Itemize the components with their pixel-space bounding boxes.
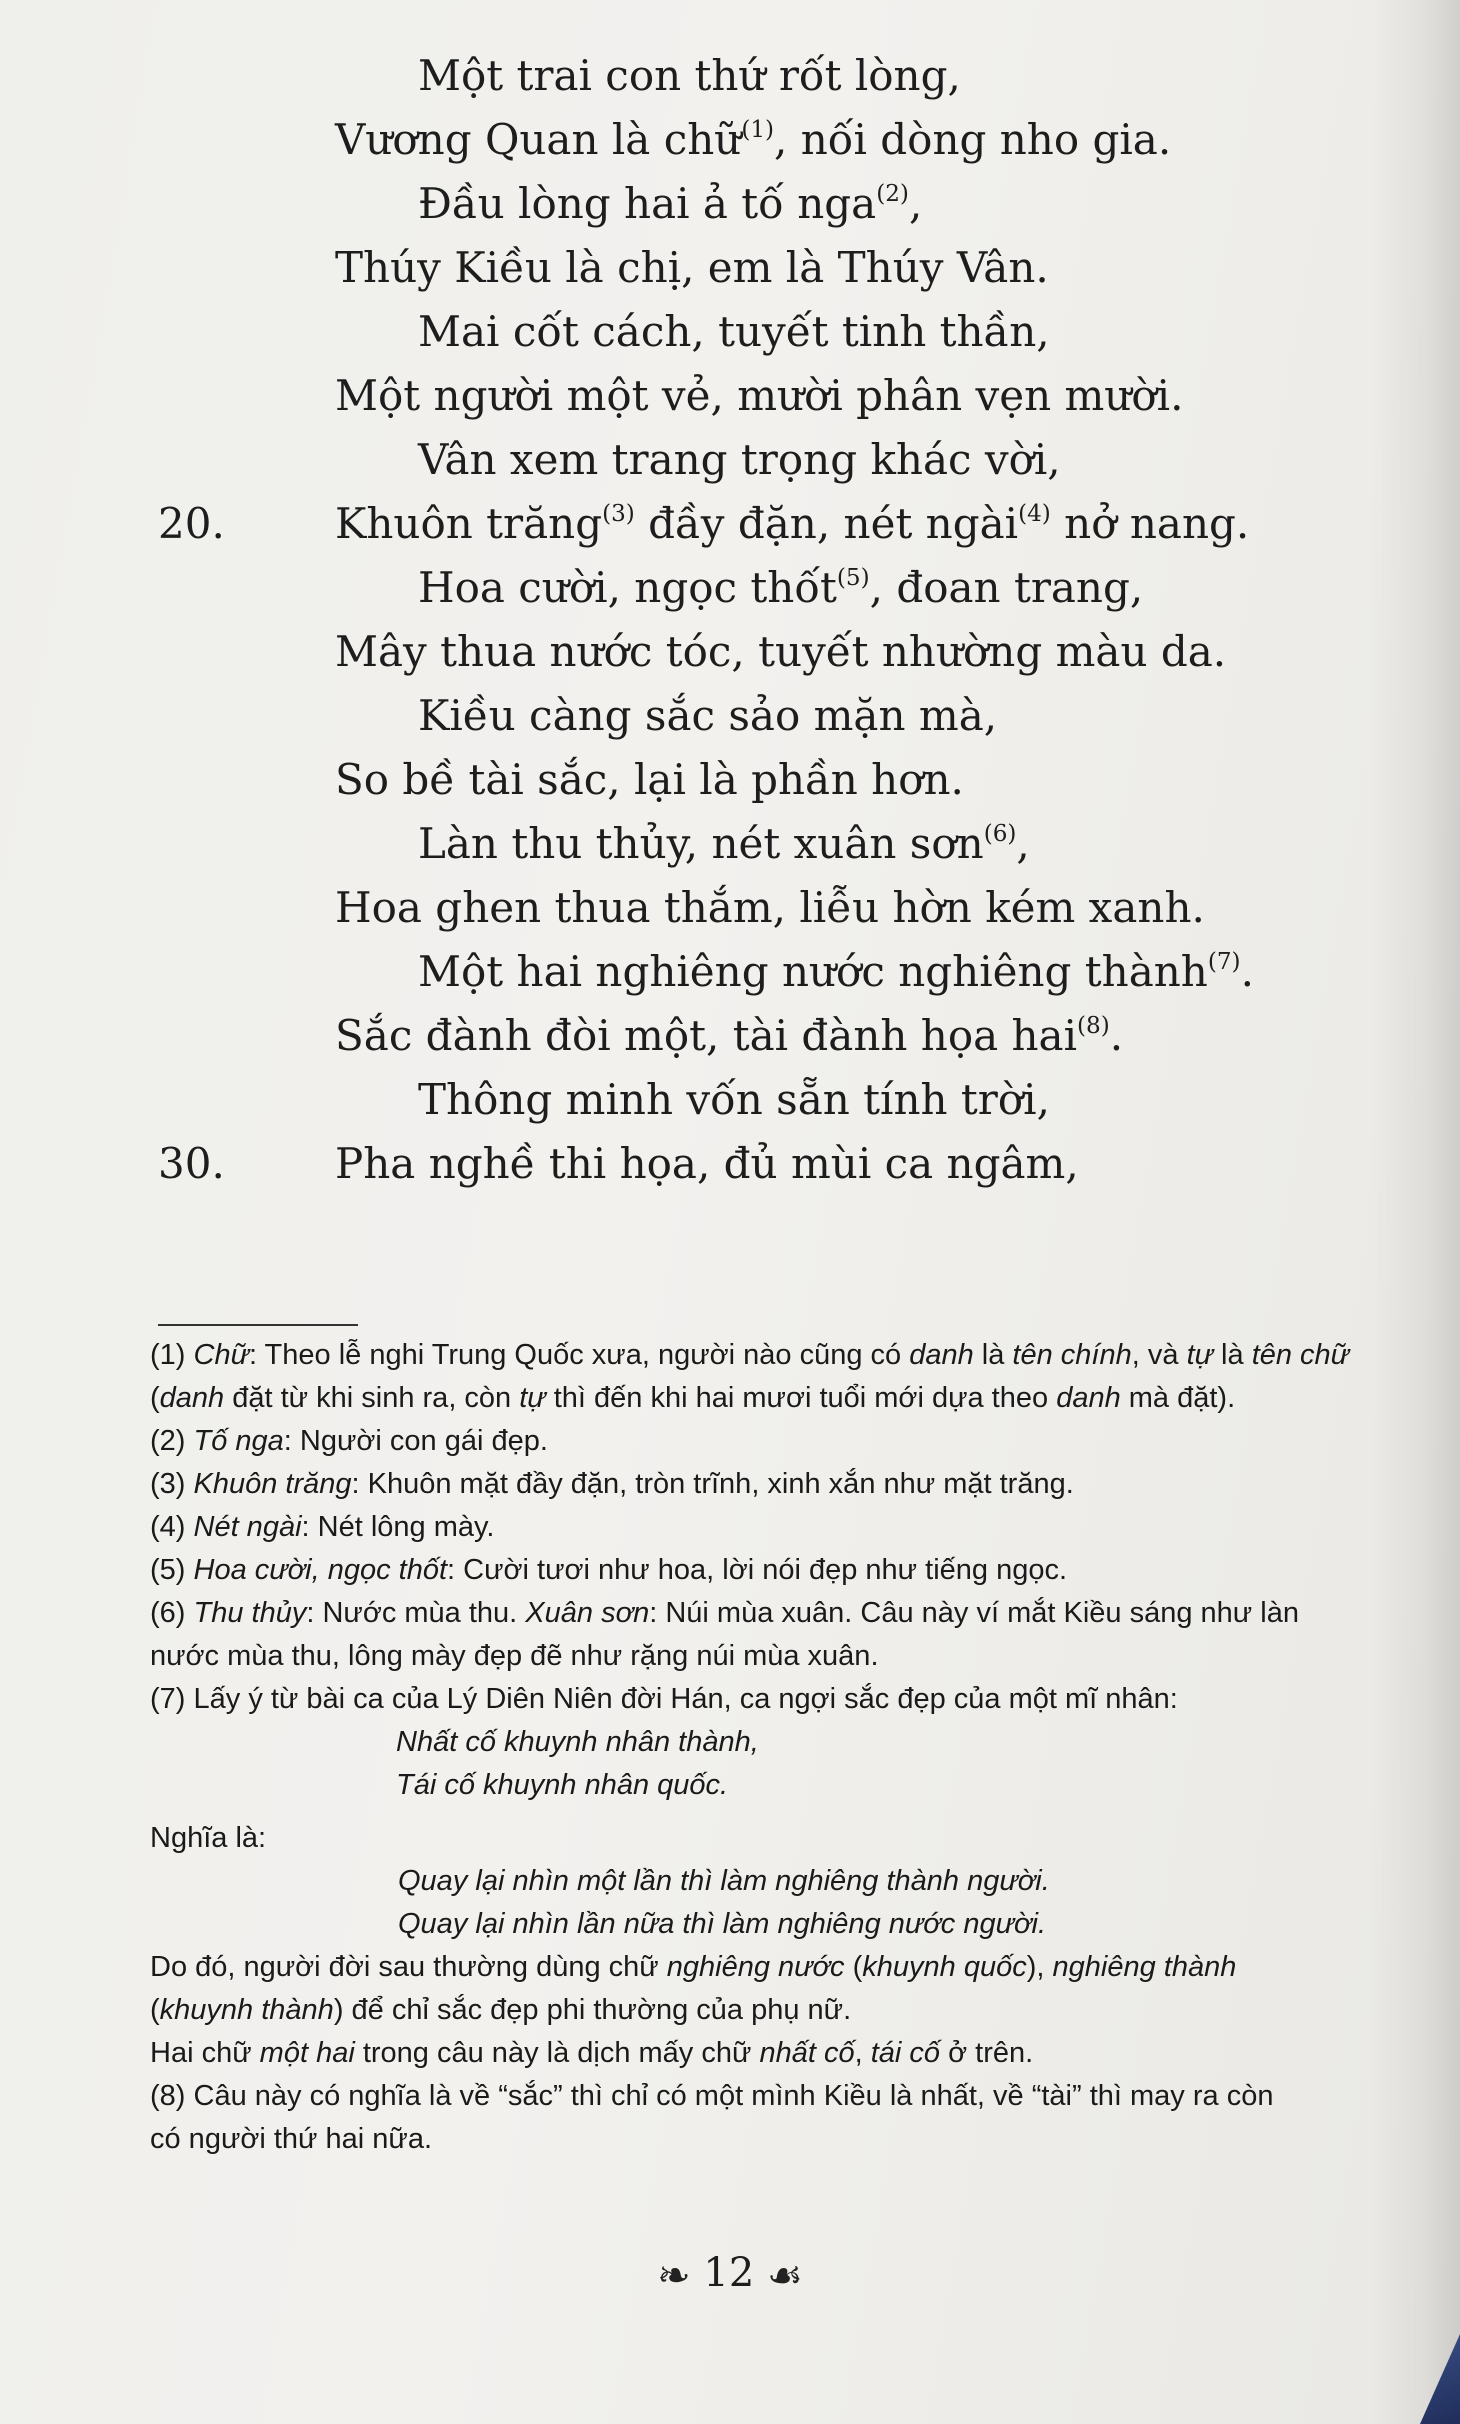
verse-text: Làn thu thủy, nét xuân sơn$^{(6)}$, bbox=[418, 819, 1030, 868]
verse-text: Đầu lòng hai ả tố nga$^{(2)}$, bbox=[418, 179, 923, 228]
verse-text: Hoa cười, ngọc thốt$^{(5)}$, đoan trang, bbox=[418, 563, 1144, 612]
footnote-separator bbox=[158, 1324, 358, 1326]
line-number: 30. bbox=[158, 1139, 225, 1188]
verse-text: Thúy Kiều là chị, em là Thúy Vân. bbox=[335, 243, 1049, 292]
footnote-line: Nghĩa là: bbox=[150, 1822, 267, 1854]
verse-text: Một hai nghiêng nước nghiêng thành$^{(7)}$. bbox=[418, 947, 1254, 996]
verse-text: Kiều càng sắc sảo mặn mà, bbox=[418, 691, 998, 740]
verse-text: So bề tài sắc, lại là phần hơn. bbox=[335, 755, 964, 804]
footnote-line: (danh đặt từ khi sinh ra, còn tự thì đến khi hai mươi tuổi mới dựa theo danh mà đặt). bbox=[150, 1382, 1236, 1414]
footnote-line: Hai chữ một hai trong câu này là dịch mấy chữ nhất cố, tái cố ở trên. bbox=[150, 2037, 1034, 2069]
verse-text: Pha nghề thi họa, đủ mùi ca ngâm, bbox=[335, 1139, 1079, 1188]
footnote-line: Tái cố khuynh nhân quốc. bbox=[396, 1769, 729, 1801]
verse-text: Một người một vẻ, mười phân vẹn mười. bbox=[335, 371, 1184, 420]
page-footer bbox=[0, 2250, 1460, 2299]
footnote-line: Nhất cố khuynh nhân thành, bbox=[396, 1726, 759, 1758]
line-number: 20. bbox=[158, 499, 225, 548]
footnote-line: (6) Thu thủy: Nước mùa thu. Xuân sơn: Núi mùa xuân. Câu này ví mắt Kiều sáng như làn bbox=[150, 1597, 1299, 1629]
footnote-line: (3) Khuôn trăng: Khuôn mặt đầy đặn, tròn trĩnh, xinh xắn như mặt trăng. bbox=[150, 1468, 1074, 1500]
right-ornament-icon: ☙ bbox=[767, 2253, 803, 2299]
verse-text: Hoa ghen thua thắm, liễu hờn kém xanh. bbox=[335, 883, 1205, 932]
verse-text: Thông minh vốn sẵn tính trời, bbox=[418, 1075, 1050, 1124]
verse-text: Một trai con thứ rốt lòng, bbox=[418, 51, 961, 100]
left-ornament-icon: ❧ bbox=[657, 2253, 691, 2299]
footnote-line: Quay lại nhìn lần nữa thì làm nghiêng nước người. bbox=[398, 1908, 1047, 1940]
page-number: 12 bbox=[703, 2250, 755, 2296]
verse-text: Mây thua nước tóc, tuyết nhường màu da. bbox=[335, 627, 1227, 676]
footnote-line: (4) Nét ngài: Nét lông mày. bbox=[150, 1511, 495, 1543]
footnote-line: (khuynh thành) để chỉ sắc đẹp phi thường của phụ nữ. bbox=[150, 1994, 852, 2026]
footnote-line: có người thứ hai nữa. bbox=[150, 2123, 433, 2155]
verse-text: Vương Quan là chữ$^{(1)}$, nối dòng nho gia. bbox=[335, 115, 1172, 164]
footnote-line: (1) Chữ: Theo lễ nghi Trung Quốc xưa, người nào cũng có danh là tên chính, và tự là tên chữ bbox=[150, 1339, 1350, 1371]
verse-text: Mai cốt cách, tuyết tinh thần, bbox=[418, 307, 1050, 356]
verse-text: Sắc đành đòi một, tài đành họa hai$^{(8)}$. bbox=[335, 1011, 1124, 1060]
footnotes bbox=[150, 1334, 1400, 2161]
footnote-line: nước mùa thu, lông mày đẹp đẽ như rặng núi mùa xuân. bbox=[150, 1640, 879, 1672]
footnote-line: (5) Hoa cười, ngọc thốt: Cười tươi như hoa, lời nói đẹp như tiếng ngọc. bbox=[150, 1554, 1068, 1586]
footnote-line: Do đó, người đời sau thường dùng chữ nghiêng nước (khuynh quốc), nghiêng thành bbox=[150, 1951, 1237, 1983]
footnote-line: (8) Câu này có nghĩa là về “sắc” thì chỉ có một mình Kiều là nhất, về “tài” thì may ra còn bbox=[150, 2080, 1274, 2112]
verse-text: Vân xem trang trọng khác vời, bbox=[418, 435, 1061, 484]
verse-text: Khuôn trăng$^{(3)}$ đầy đặn, nét ngài$^{(4)}$ nở nang. bbox=[335, 499, 1250, 548]
footnote-line: (7) Lấy ý từ bài ca của Lý Diên Niên đời Hán, ca ngợi sắc đẹp của một mĩ nhân: bbox=[150, 1683, 1178, 1715]
footnote-line: (2) Tố nga: Người con gái đẹp. bbox=[150, 1425, 548, 1457]
footnote-line: Quay lại nhìn một lần thì làm nghiêng thành người. bbox=[398, 1865, 1050, 1897]
